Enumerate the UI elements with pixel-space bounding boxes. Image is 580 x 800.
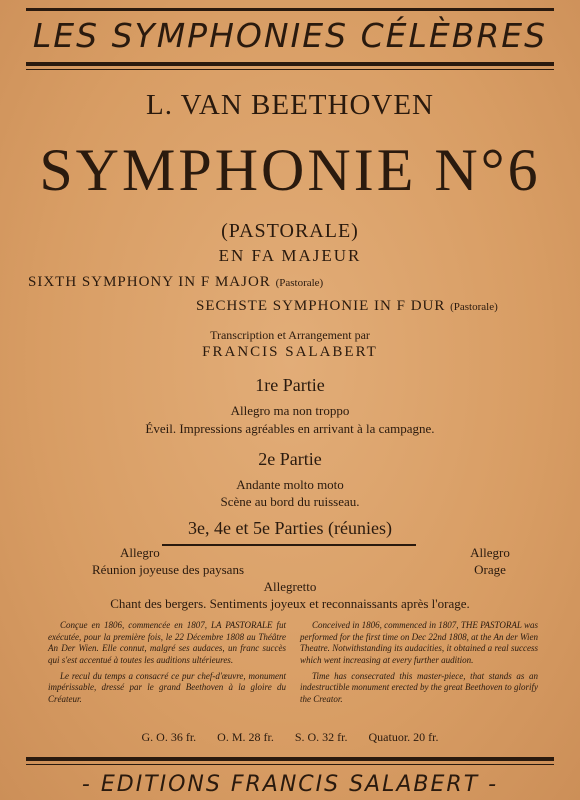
notes-english-paragraph: Conceived in 1806, commenced in 1807, THE PASTORAL was performed for the first time on Dec 22nd 1808, at the An der Wien Theatre. Notwithstanding its audacities, it obtained a real success which went increasing at every further audition. — [300, 620, 538, 666]
title-english-note: (Pastorale) — [275, 277, 324, 289]
part-1-description: Éveil. Impressions agréables en arrivant à la campagne. — [145, 421, 435, 436]
publisher-name: - EDITIONS FRANCIS SALABERT - — [81, 772, 499, 797]
title-german-text: SECHSTE SYMPHONIE IN F DUR — [196, 298, 446, 314]
arrangement-label: Transcription et Arrangement par — [210, 328, 370, 342]
notes-english-paragraph: Time has consecrated this master-piece, that stands as an indestructible monument erected by the great Beethoven to glorify the Creator. — [300, 670, 538, 705]
key-french: EN FA MAJEUR — [218, 246, 362, 265]
part-1-label: 1re Partie — [255, 375, 325, 395]
arranger-name: FRANCIS SALABERT — [202, 344, 378, 360]
work-title: SYMPHONIE N°6 — [39, 137, 541, 203]
movement-3-tempo: Allegro — [120, 545, 160, 560]
movement-3-description: Réunion joyeuse des paysans — [92, 562, 245, 577]
part-2-description: Scène au bord du ruisseau. — [220, 494, 360, 509]
part-1-tempo: Allegro ma non troppo — [230, 403, 350, 418]
work-subtitle: (PASTORALE) — [221, 220, 359, 242]
part-2-label: 2e Partie — [258, 449, 322, 469]
notes-french-paragraph: Conçue en 1806, commencée en 1807, LA PASTORALE fut exécutée, pour la première fois, le 22 Décembre 1808 au Théâtre An Der Wien. Elle connut, malgré ses audaces, un franc succès qui s'est accentué à toutes les auditions ultérieures. — [48, 620, 286, 666]
series-title: LES SYMPHONIES CÉLÈBRES — [32, 16, 548, 55]
part-2-tempo: Andante molto moto — [236, 477, 344, 492]
price-item: S. O. 32 fr. — [294, 730, 348, 744]
top-rule — [26, 8, 554, 11]
movement-5-description: Chant des bergers. Sentiments joyeux et reconnaissants après l'orage. — [110, 596, 470, 611]
price-item: G. O. 36 fr. — [141, 730, 197, 744]
title-english — [28, 274, 323, 291]
movement-4-description: Orage — [474, 562, 506, 577]
footer-rule-thin — [26, 764, 554, 765]
movement-4-tempo: Allegro — [470, 545, 510, 560]
notes-english — [300, 620, 538, 710]
series-rule-thin — [26, 69, 554, 70]
series-rule-thick — [26, 62, 554, 66]
title-german-note: (Pastorale) — [450, 301, 498, 313]
notes-french — [48, 620, 286, 710]
movement-5-tempo: Allegretto — [263, 579, 317, 594]
footer-rule-thick — [26, 757, 554, 761]
title-german — [196, 298, 498, 315]
notes-french-paragraph: Le recul du temps a consacré ce pur chef-d'œuvre, monument impérissable, dressé par le grand Beethoven à la gloire du Créateur. — [48, 670, 286, 705]
part-3-label: 3e, 4e et 5e Parties (réunies) — [188, 518, 392, 538]
price-list — [0, 730, 580, 745]
composer-name: L. VAN BEETHOVEN — [145, 89, 434, 121]
title-english-text: SIXTH SYMPHONY IN F MAJOR — [28, 274, 271, 290]
price-item: O. M. 28 fr. — [217, 730, 274, 744]
price-item: Quatuor. 20 fr. — [368, 730, 439, 744]
